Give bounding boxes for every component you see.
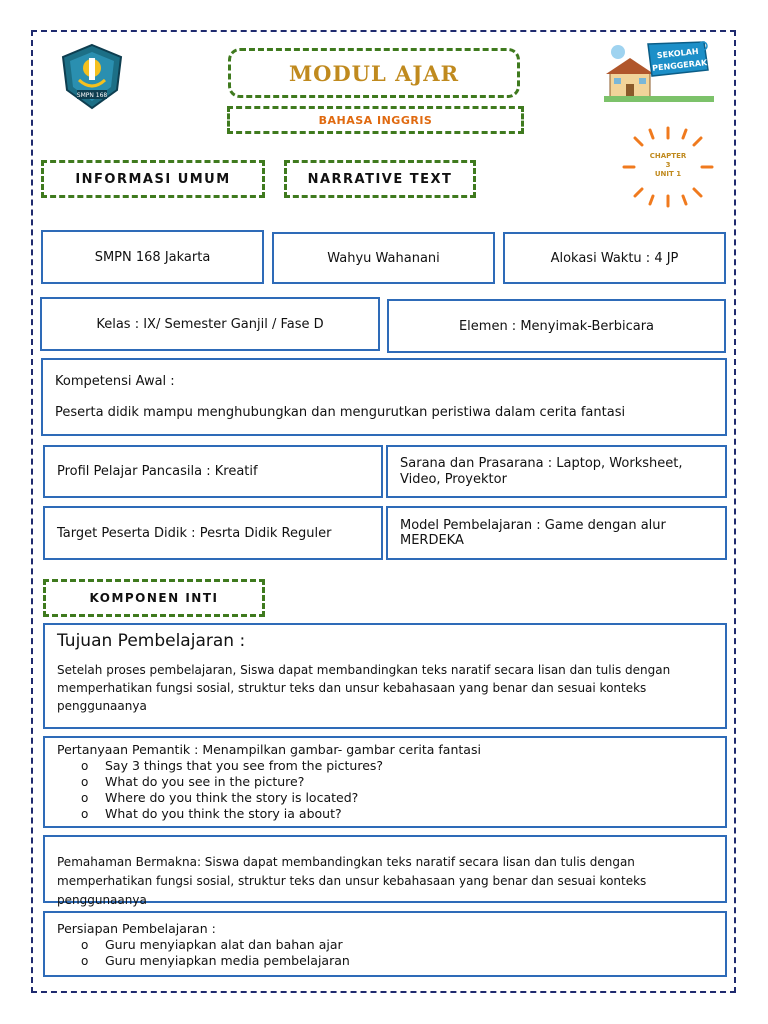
chapter-line-1: CHAPTER (649, 152, 687, 160)
chapter-line-3: UNIT 1 (654, 170, 682, 178)
list-item: o Say 3 things that you see from the pictures? (81, 758, 725, 774)
meaning-text: Pemahaman Bermakna: Siswa dapat membandingkan teks naratif secara lisan dan tulis dengan memperhatikan fungsi sosial, struktur teks dan unsur kebahasaan yang benar dan sesuai konteks penggunaanya (57, 855, 647, 907)
learning-model: Model Pembelajaran : Game dengan alur MERDEKA (386, 506, 727, 560)
competence-text: Peserta didik mampu menghubungkan dan mengurutkan peristiwa dalam cerita fantasi (55, 405, 626, 420)
competence-label: Kompetensi Awal : (55, 374, 175, 389)
prep-title: Persiapan Pembelajaran : (57, 921, 216, 936)
trigger-title: Pertanyaan Pemantik : Menampilkan gambar- gambar cerita fantasi (57, 742, 481, 757)
list-item: o What do you think the story ia about? (81, 806, 725, 822)
school-logo (55, 42, 130, 112)
prep-list (57, 937, 725, 969)
svg-text:SEKOLAH: SEKOLAH (656, 46, 700, 61)
tab-narrative-text: NARRATIVE TEXT (284, 160, 476, 198)
time-allocation: Alokasi Waktu : 4 JP (503, 232, 726, 284)
trigger-list (57, 758, 725, 822)
teacher-name: Wahyu Wahanani (272, 232, 495, 284)
meaningful-understanding (43, 835, 727, 907)
class-semester: Kelas : IX/ Semester Ganjil / Fase D (40, 297, 380, 351)
chapter-line-2: 3 (665, 161, 671, 169)
subject-label: BAHASA INGGRIS (318, 113, 433, 127)
tab-komponen-inti: KOMPONEN INTI (43, 579, 265, 617)
element: Elemen : Menyimak-Berbicara (387, 299, 726, 353)
list-item: o Guru menyiapkan media pembelajaran (81, 953, 725, 969)
learning-preparation (43, 911, 727, 977)
objective-title: Tujuan Pembelajaran : (57, 631, 246, 651)
pancasila-profile: Profil Pelajar Pancasila : Kreatif (43, 445, 383, 498)
school-name: SMPN 168 Jakarta (41, 230, 264, 284)
tab-informasi-umum: INFORMASI UMUM (41, 160, 265, 198)
list-item: o Where do you think the story is located? (81, 790, 725, 806)
target-students: Target Peserta Didik : Pesrta Didik Reguler (43, 506, 383, 560)
facilities: Sarana dan Prasarana : Laptop, Worksheet, Video, Proyektor (386, 445, 727, 498)
learning-objective (43, 623, 727, 729)
list-item: o What do you see in the picture? (81, 774, 725, 790)
svg-text:PENGGERAK: PENGGERAK (651, 58, 708, 73)
initial-competence (41, 358, 727, 436)
objective-text: Setelah proses pembelajaran, Siswa dapat membandingkan teks naratif secara lisan dan tulis dengan memperhatikan fungsi sosial, struktur teks dan unsur kebahasaan yang benar dan sesuai konteks penggunaanya (57, 663, 671, 713)
list-item: o Guru menyiapkan alat dan bahan ajar (81, 937, 725, 953)
module-title: MODUL AJAR (288, 60, 460, 86)
chapter-text (638, 152, 698, 179)
trigger-questions (43, 736, 727, 828)
chapter-badge (618, 124, 718, 210)
svg-text:SMPN 168: SMPN 168 (76, 92, 108, 99)
sekolah-penggerak-logo (604, 40, 714, 102)
